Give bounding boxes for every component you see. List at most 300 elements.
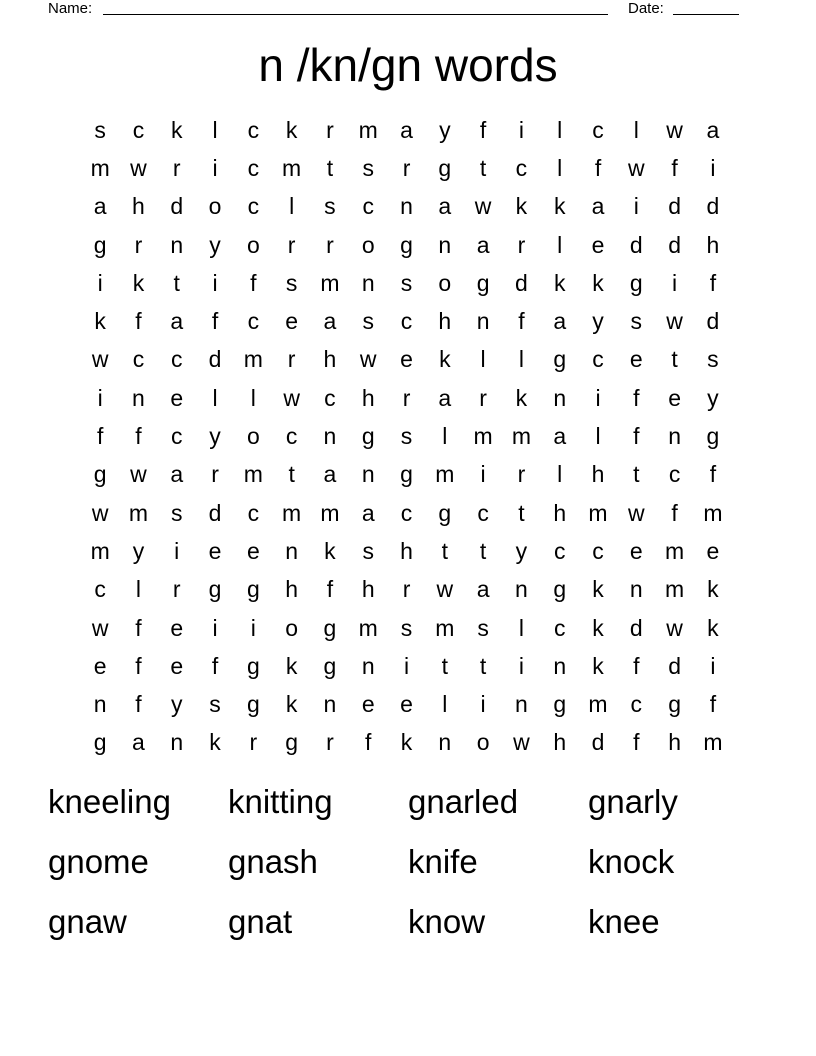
grid-letter: k [285,116,298,143]
grid-letter: o [476,729,490,756]
grid-letter: f [633,384,640,411]
grid-letter: k [132,269,145,296]
grid-letter: t [173,269,180,296]
grid-letter: c [247,308,260,335]
grid-letter: g [476,269,490,296]
grid-letter: m [282,154,302,181]
grid-letter: m [358,116,378,143]
grid-letter: e [668,384,681,411]
grid-letter: h [553,729,567,756]
grid-letter: g [668,691,681,718]
name-blank-line[interactable] [103,14,608,15]
grid-letter: e [93,652,107,679]
grid-letter: r [517,461,526,488]
grid-letter: h [400,537,413,564]
grid-letter: y [515,537,528,564]
grid-letter: i [174,537,180,564]
grid-letter: f [671,154,678,181]
grid-letter: t [326,154,334,181]
grid-letter: w [666,116,683,143]
grid-letter: c [553,614,566,641]
grid-letter: r [326,116,334,143]
grid-letter: i [672,269,678,296]
grid-letter: d [591,729,605,756]
grid-letter: m [588,691,608,718]
grid-letter: c [400,308,413,335]
grid-letter: g [246,691,260,718]
grid-letter: m [703,499,723,526]
grid-letter: s [209,691,221,718]
grid-letter: h [361,384,375,411]
grid-letter: a [323,308,337,335]
grid-letter: s [400,614,413,641]
grid-letter: d [208,499,222,526]
grid-letter: y [209,423,221,450]
grid-letter: g [553,691,567,718]
grid-letter: w [436,576,454,603]
grid-letter: k [285,652,298,679]
grid-letter: g [629,269,643,296]
grid-letter: t [441,652,449,679]
grid-letter: m [588,499,608,526]
grid-letter: m [320,269,340,296]
grid-letter: n [285,537,299,564]
grid-letter: d [170,193,184,220]
grid-letter: o [246,231,260,258]
word-bank-item: gnat [228,903,293,940]
grid-letter: m [320,499,340,526]
grid-letter: k [285,691,298,718]
grid-letter: l [557,116,563,143]
grid-letter: i [710,652,716,679]
grid-letter: w [283,384,300,411]
grid-letter: r [326,729,334,756]
grid-letter: w [91,499,109,526]
grid-letter: l [442,423,448,450]
grid-letter: c [132,346,145,373]
grid-letter: y [132,537,145,564]
grid-letter: s [400,423,413,450]
word-bank-item: kneeling [48,783,171,820]
grid-letter: m [358,614,378,641]
grid-letter: c [170,423,183,450]
grid-letter: w [666,308,683,335]
word-bank-item: gnash [228,843,318,880]
grid-letter: w [666,614,683,641]
grid-letter: t [288,461,295,488]
grid-letter: l [633,116,639,143]
grid-letter: l [250,384,256,411]
grid-letter: s [362,537,374,564]
grid-letter: w [627,154,645,181]
grid-letter: l [135,576,141,603]
grid-letter: i [97,384,103,411]
grid-letter: k [209,729,221,756]
grid-letter: r [134,231,143,258]
grid-letter: f [709,269,717,296]
grid-letter: f [518,308,525,335]
word-bank-item: gnarled [408,783,519,820]
grid-letter: w [91,346,109,373]
grid-letter: g [553,576,567,603]
word-bank-item: know [408,903,486,940]
grid-letter: g [323,652,337,679]
grid-letter: g [323,614,337,641]
grid-letter: f [326,576,334,603]
grid-letter: f [211,308,219,335]
grid-letter: n [361,269,375,296]
grid-letter: g [438,499,452,526]
grid-letter: r [402,576,411,603]
grid-letter: h [591,461,605,488]
grid-letter: e [170,614,184,641]
grid-letter: c [477,499,489,526]
grid-letter: h [438,308,452,335]
grid-letter: l [212,116,218,143]
grid-letter: h [132,193,145,220]
grid-letter: e [170,384,184,411]
grid-letter: c [592,116,604,143]
grid-letter: n [515,576,528,603]
grid-letter: y [209,231,221,258]
grid-letter: f [633,729,640,756]
grid-letter: d [668,193,681,220]
grid-letter: s [400,269,413,296]
grid-letter: f [671,499,678,526]
grid-letter: w [627,499,645,526]
grid-letter: i [250,614,256,641]
grid-letter: n [170,231,184,258]
grid-letter: g [93,231,107,258]
grid-letter: a [132,729,145,756]
grid-letter: d [668,231,681,258]
grid-letter: s [362,154,374,181]
grid-letter: l [557,461,563,488]
grid-letter: a [476,231,490,258]
grid-letter: m [282,499,302,526]
grid-letter: s [324,193,336,220]
grid-letter: t [671,346,678,373]
grid-letter: f [633,652,640,679]
grid-letter: c [630,691,643,718]
grid-letter: y [439,116,451,143]
grid-letter: n [361,461,375,488]
grid-letter: i [595,384,601,411]
grid-letter: h [285,576,299,603]
grid-letter: m [703,729,723,756]
grid-letter: g [93,729,107,756]
grid-letter: d [668,652,681,679]
grid-letter: g [93,461,107,488]
grid-letter: n [323,423,337,450]
grid-letter: w [91,614,109,641]
grid-letter: k [553,269,566,296]
grid-letter: e [706,537,720,564]
grid-letter: f [135,652,142,679]
grid-letter: c [247,193,260,220]
grid-letter: l [595,423,601,450]
grid-letter: a [170,308,184,335]
grid-letter: a [323,461,337,488]
grid-letter: m [511,423,531,450]
grid-letter: k [439,346,451,373]
word-bank-item: knock [588,843,675,880]
grid-letter: c [362,193,374,220]
grid-letter: c [324,384,336,411]
grid-letter: c [132,116,145,143]
grid-letter: s [362,308,374,335]
grid-letter: a [170,461,184,488]
word-bank-item: gnaw [48,903,127,940]
grid-letter: d [515,269,528,296]
grid-letter: i [212,269,218,296]
grid-letter: n [93,691,107,718]
grid-letter: r [211,461,219,488]
grid-letter: r [172,576,181,603]
grid-letter: n [515,691,528,718]
grid-letter: e [170,652,184,679]
grid-letter: o [208,193,222,220]
grid-letter: f [211,652,219,679]
grid-letter: f [365,729,372,756]
grid-letter: g [285,729,299,756]
grid-letter: l [442,691,448,718]
grid-letter: e [246,537,260,564]
name-date-line [48,0,748,20]
grid-letter: s [94,116,106,143]
grid-letter: i [710,154,716,181]
grid-letter: m [665,537,685,564]
grid-letter: g [553,346,567,373]
grid-letter: h [323,346,337,373]
grid-letter: l [557,154,563,181]
grid-letter: c [94,576,106,603]
grid-letter: m [90,154,110,181]
grid-letter: r [287,231,296,258]
grid-letter: f [135,691,142,718]
grid-letter: n [476,308,490,335]
grid-letter: c [668,461,681,488]
grid-letter: k [592,652,604,679]
grid-letter: m [128,499,149,526]
grid-letter: w [130,461,147,488]
grid-letter: r [249,729,258,756]
grid-letter: e [400,346,413,373]
grid-letter: k [707,576,719,603]
grid-letter: f [96,423,104,450]
grid-letter: l [212,384,218,411]
grid-letter: o [438,269,452,296]
grid-letter: t [479,652,487,679]
grid-letter: n [553,384,567,411]
grid-letter: s [285,269,298,296]
grid-letter: a [438,384,452,411]
grid-letter: i [97,269,103,296]
grid-letter: o [285,614,299,641]
name-label: Name: [48,0,93,17]
word-bank-item: knitting [228,783,333,820]
grid-letter: m [473,423,493,450]
grid-letter: h [361,576,375,603]
grid-letter: c [592,346,604,373]
grid-letter: l [518,346,524,373]
grid-letter: h [706,231,720,258]
grid-letter: i [403,652,410,679]
grid-letter: w [474,193,492,220]
grid-letter: t [518,499,525,526]
grid-letter: c [553,537,566,564]
grid-letter: a [400,116,413,143]
grid-letter: k [170,116,183,143]
grid-letter: l [518,614,524,641]
grid-letter: c [170,346,183,373]
grid-letter: k [707,614,719,641]
grid-letter: i [480,461,486,488]
grid-letter: e [208,537,222,564]
grid-letter: k [515,193,528,220]
grid-letter: l [480,346,486,373]
grid-letter: o [361,231,375,258]
grid-letter: g [361,423,375,450]
grid-letter: y [707,384,719,411]
grid-letter: n [361,652,375,679]
grid-letter: r [402,154,411,181]
grid-letter: y [592,308,604,335]
grid-letter: s [630,308,643,335]
grid-letter: e [629,346,643,373]
grid-letter: a [706,116,720,143]
grid-letter: f [135,614,142,641]
grid-letter: c [247,499,260,526]
grid-letter: i [518,116,524,143]
grid-letter: n [438,729,452,756]
grid-letter: d [706,193,720,220]
grid-letter: d [706,308,720,335]
grid-letter: h [553,499,567,526]
grid-letter: k [94,308,106,335]
word-bank-item: knife [408,843,478,880]
grid-letter: a [438,193,452,220]
grid-letter: g [438,154,452,181]
grid-letter: m [665,576,685,603]
date-blank-line[interactable] [673,14,739,15]
grid-letter: n [323,691,337,718]
word-bank-item: gnarly [588,783,678,820]
word-bank-item: knee [588,903,660,940]
page-title: n /kn/gn words [258,39,558,91]
grid-letter: m [243,346,263,373]
grid-letter: g [246,576,260,603]
grid-letter: f [709,461,717,488]
grid-letter: g [706,423,720,450]
grid-letter: r [517,231,526,258]
grid-letter: c [285,423,298,450]
grid-letter: c [400,499,413,526]
grid-letter: k [553,193,566,220]
grid-letter: i [480,691,486,718]
grid-letter: f [633,423,640,450]
grid-letter: n [400,193,413,220]
grid-letter: d [629,614,643,641]
grid-letter: c [247,116,260,143]
grid-letter: n [629,576,643,603]
grid-letter: t [479,537,487,564]
letter-grid [81,111,732,762]
grid-letter: e [629,537,643,564]
grid-letter: r [172,154,181,181]
grid-letter: c [592,537,604,564]
grid-letter: g [208,576,222,603]
grid-letter: k [515,384,528,411]
grid-letter: r [287,346,296,373]
grid-letter: f [709,691,717,718]
grid-letter: f [135,423,142,450]
grid-letter: n [438,231,452,258]
grid-letter: h [668,729,681,756]
grid-letter: k [592,269,604,296]
grid-letter: d [629,231,643,258]
grid-letter: r [326,231,334,258]
grid-letter: c [247,154,260,181]
grid-letter: g [246,652,260,679]
grid-letter: n [132,384,145,411]
grid-letter: d [208,346,222,373]
grid-letter: t [441,537,449,564]
grid-letter: s [707,346,719,373]
grid-letter: m [435,614,455,641]
grid-letter: m [435,461,455,488]
grid-letter: t [479,154,487,181]
grid-letter: e [361,691,375,718]
grid-letter: w [359,346,377,373]
grid-letter: m [90,537,110,564]
grid-letter: k [592,614,604,641]
grid-letter: i [633,193,639,220]
grid-letter: a [553,308,567,335]
grid-letter: a [553,423,567,450]
grid-letter: c [515,154,528,181]
grid-letter: l [289,193,295,220]
grid-letter: w [130,154,147,181]
grid-letter: g [400,231,413,258]
grid-letter: n [668,423,681,450]
grid-letter: a [476,576,490,603]
grid-letter: w [513,729,530,756]
grid-letter: s [477,614,489,641]
grid-letter: f [135,308,142,335]
grid-letter: o [246,423,260,450]
grid-letter: k [400,729,413,756]
grid-letter: e [400,691,413,718]
grid-letter: i [212,154,218,181]
grid-letter: t [633,461,640,488]
grid-letter: i [518,652,524,679]
grid-letter: f [250,269,257,296]
grid-letter: y [170,691,183,718]
grid-letter: n [170,729,184,756]
grid-letter: m [243,461,263,488]
grid-letter: a [591,193,605,220]
grid-letter: r [402,384,411,411]
grid-letter: e [285,308,299,335]
grid-letter: g [400,461,413,488]
word-bank [48,780,768,960]
grid-letter: a [93,193,107,220]
grid-letter: k [592,576,604,603]
grid-letter: n [553,652,567,679]
word-bank-item: gnome [48,843,149,880]
grid-letter: f [479,116,487,143]
